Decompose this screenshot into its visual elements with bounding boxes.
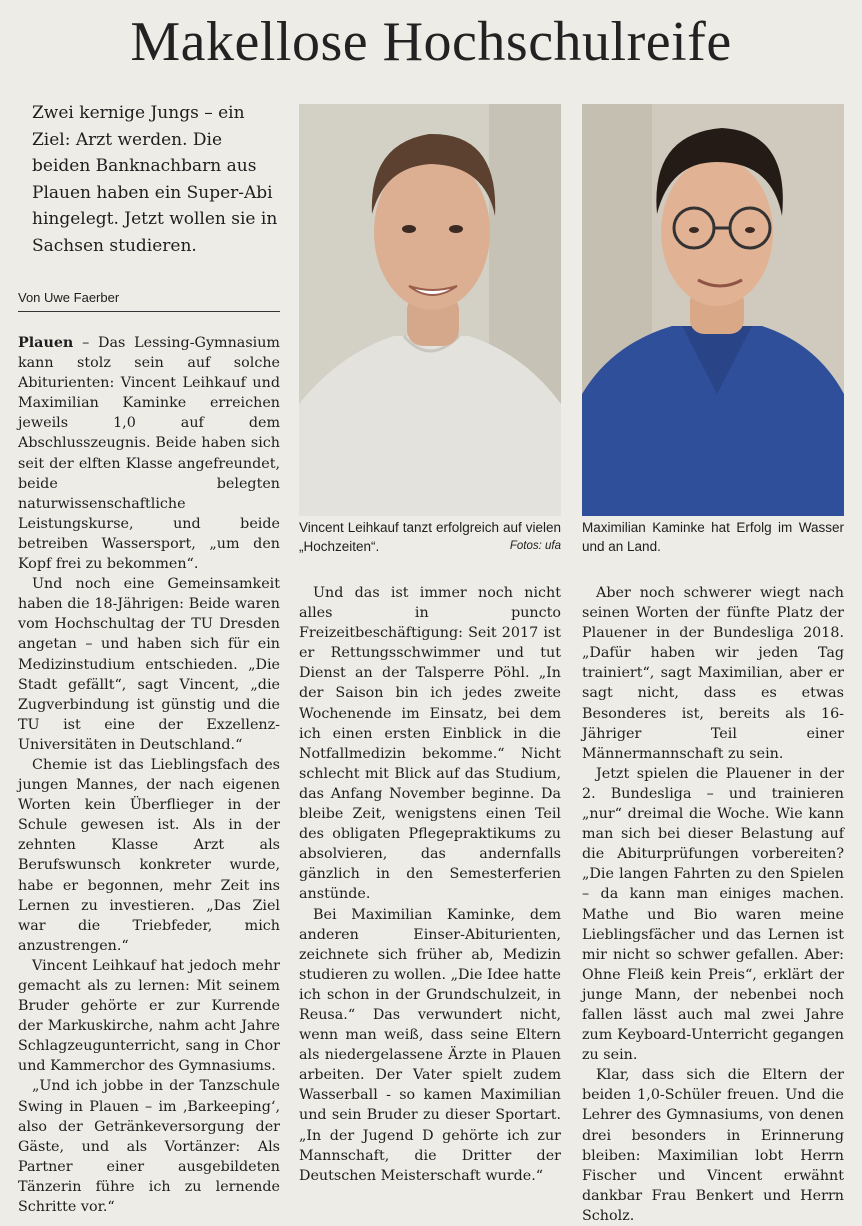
paragraph-text: – Das Lessing-Gymnasium kann stolz sein auf solche Abiturienten: Vincent Leihkauf und Maximilian Kaminke erreichen jeweils 1,0 auf dem Abschlusszeugnis. Beide haben sich seit der elften Klasse angefreundet, beide belegten naturwissenschaftliche Leistungskurse, und beide betreiben Wassersport, „um den Kopf frei zu bekommen“. xyxy=(18,335,280,573)
text-column-3 xyxy=(582,583,844,1226)
paragraph: Jetzt spielen die Plauener in der 2. Bundesliga – und trainieren „nur“ dreimal die Woche. Wie kann man sich bei dieser Belastung auf die Abiturprüfungen vorbereiten? „Die langen Fahrten zu den Spielen – da kann man einiges machen. Mathe und Bio waren meine Lieblingsfächer und das Lernen ist mir nicht so schwer gefallen. Aber: Ohne Fleiß kein Preis“, erklärt der junge Mann, der nebenbei noch fallen lässt auch mal zwei Jahre zum Keyboard-Unterricht gegangen zu sein. xyxy=(582,765,844,1064)
photo-caption-maximilian: Maximilian Kaminke hat Erfolg im Wasser und an Land. xyxy=(582,520,844,554)
paragraph: Bei Maximilian Kaminke, dem anderen Einser-Abiturienten, zeichnete sich früher ab, Medizin studieren zu wollen. „Die Idee hatte ich schon in der Grundschulzeit, in Reusa.“ Das verwundert nicht, wenn man weiß, dass seine Eltern als niedergelassene Ärzte in Plauen arbeiten. Der Vater spielt zudem Wasserball - so kamen Maximilian und sein Bruder zu dieser Sportart. „In der Jugend D gehörte ich zur Mannschaft, die Dritter der Deutschen Meisterschaft wurde.“ xyxy=(299,906,561,1184)
paragraph: Und noch eine Gemeinsamkeit haben die 18-Jährigen: Beide waren vom Hochschultag der TU Dresden angetan – und haben sich für ein Medizinstudium entschieden. „Die Stadt gefällt“, sagt Vincent, „die Zugverbindung ist günstig und die TU ist eine der Exzellenz-Universitäten in Deutschland.“ xyxy=(18,576,280,753)
caption-text: Vincent Leihkauf tanzt erfolgreich auf vielen „Hochzeiten“. xyxy=(299,520,561,554)
paragraph xyxy=(18,333,280,574)
dateline: Plauen xyxy=(18,335,74,351)
paragraph: Chemie ist das Lieblingsfach des jungen Mannes, der nach eigenen Worten kein Überflieger in der Schule gewesen ist. Als in der zehnten Klasse Arzt als Berufswunsch konkreter wurde, habe er begonnen, mehr Zeit ins Lernen zu investieren. „Das Ziel war die Triebfeder, mich anzustrengen.“ xyxy=(18,756,280,954)
paragraph: Aber noch schwerer wiegt nach seinen Worten der fünfte Platz der Plauener in der Bundesliga 2018. „Dafür haben wir jeden Tag trainiert“, sagt Maximilian, aber er sagt nicht, dass es etwas Besonderes ist, bereits als 16-Jähriger Teil einer Männermannschaft zu sein. xyxy=(582,585,844,762)
portrait-illustration xyxy=(582,104,844,516)
lead-paragraph: Zwei kernige Jungs – ein Ziel: Arzt werden. Die beiden Banknachbarn aus Plauen haben ein Super-Abi hingelegt. Jetzt wollen sie in Sachsen studieren. xyxy=(32,103,278,256)
paragraph: Klar, dass sich die Eltern der beiden 1,0-Schüler freuen. Und die Lehrer des Gymnasiums, von denen drei besonders in Erinnerung bleiben: Maximilian lobt Herrn Fischer und Vincent erwähnt dankbar Frau Benkert und Herrn Scholz. xyxy=(582,1067,844,1224)
portrait-illustration xyxy=(299,104,561,516)
paragraph: „Und ich jobbe in der Tanzschule Swing in Plauen – im ‚Barkeeping‘, also der Getränkeversorgung der Gäste, und als Vortänzer: Als Partner einer ausgebildeten Tänzerin führe ich zu lernende Schritte vor.“ xyxy=(18,1078,280,1216)
photo-vincent xyxy=(299,104,561,516)
text-column-2 xyxy=(299,583,561,1186)
paragraph: Und das ist immer noch nicht alles in puncto Freizeitbeschäftigung: Seit 2017 ist er Rettungsschwimmer und tut Dienst an der Talsperre Pöhl. „In der Saison bin ich jedes zweite Wochenende im Einsatz, bei dem ich einen ersten Einblick in die Notfallmedizin bekomme.“ Nicht schlecht mit Blick auf das Studium, das Anfang November beginne. Da bleibe Zeit, wenigstens einen Teil des obligaten Pflegepraktikums zu absolvieren, das andernfalls gänzlich in den Semesterferien anstünde. xyxy=(299,585,561,903)
byline: Von Uwe Faerber xyxy=(18,290,280,312)
photo-caption-vincent xyxy=(299,518,561,556)
photo-maximilian xyxy=(582,104,844,516)
headline: Makellose Hochschulreife xyxy=(130,11,732,73)
photo-credit: Fotos: ufa xyxy=(509,540,561,552)
text-column-1 xyxy=(18,333,280,1217)
paragraph: Vincent Leihkauf hat jedoch mehr gemacht als zu lernen: Mit seinem Bruder gehörte er zur Kurrende der Markuskirche, nahm acht Jahre Schlagzeugunterricht, sang in Chor und Kammerchor des Gymnasiums. xyxy=(18,957,280,1075)
